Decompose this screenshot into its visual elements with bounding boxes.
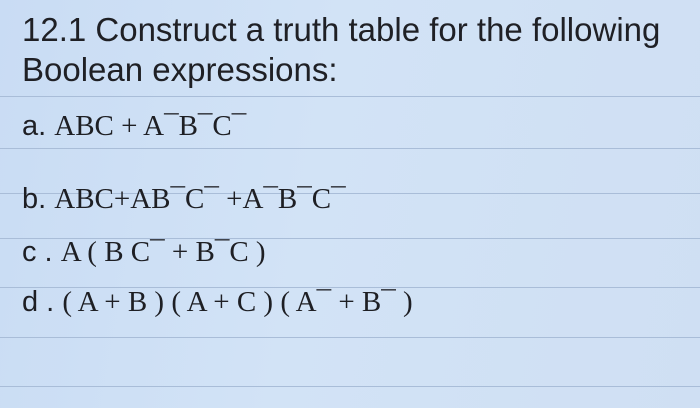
title-line-2: Boolean expressions:	[22, 51, 338, 88]
page-title	[22, 10, 692, 90]
boolean-expression: ABC + A¯B¯C¯	[54, 110, 247, 142]
expression-item-c	[22, 236, 266, 269]
title-line-1: 12.1 Construct a truth table for the following	[22, 11, 661, 48]
expression-item-d	[22, 286, 413, 319]
item-label: a.	[22, 110, 47, 142]
boolean-expression: A ( B C¯ + B¯C )	[60, 236, 266, 268]
expression-item-a	[22, 110, 246, 143]
boolean-expression: ( A + B ) ( A + C ) ( A¯ + B¯ )	[62, 286, 413, 318]
expression-item-b	[22, 183, 346, 216]
item-label: c .	[22, 236, 53, 268]
rule-line	[0, 337, 700, 338]
rule-line	[0, 96, 700, 97]
item-label: d .	[22, 286, 55, 318]
boolean-expression: ABC+AB¯C¯ +A¯B¯C¯	[54, 183, 346, 215]
rule-line	[0, 148, 700, 149]
rule-line	[0, 386, 700, 387]
item-label: b.	[22, 183, 47, 215]
